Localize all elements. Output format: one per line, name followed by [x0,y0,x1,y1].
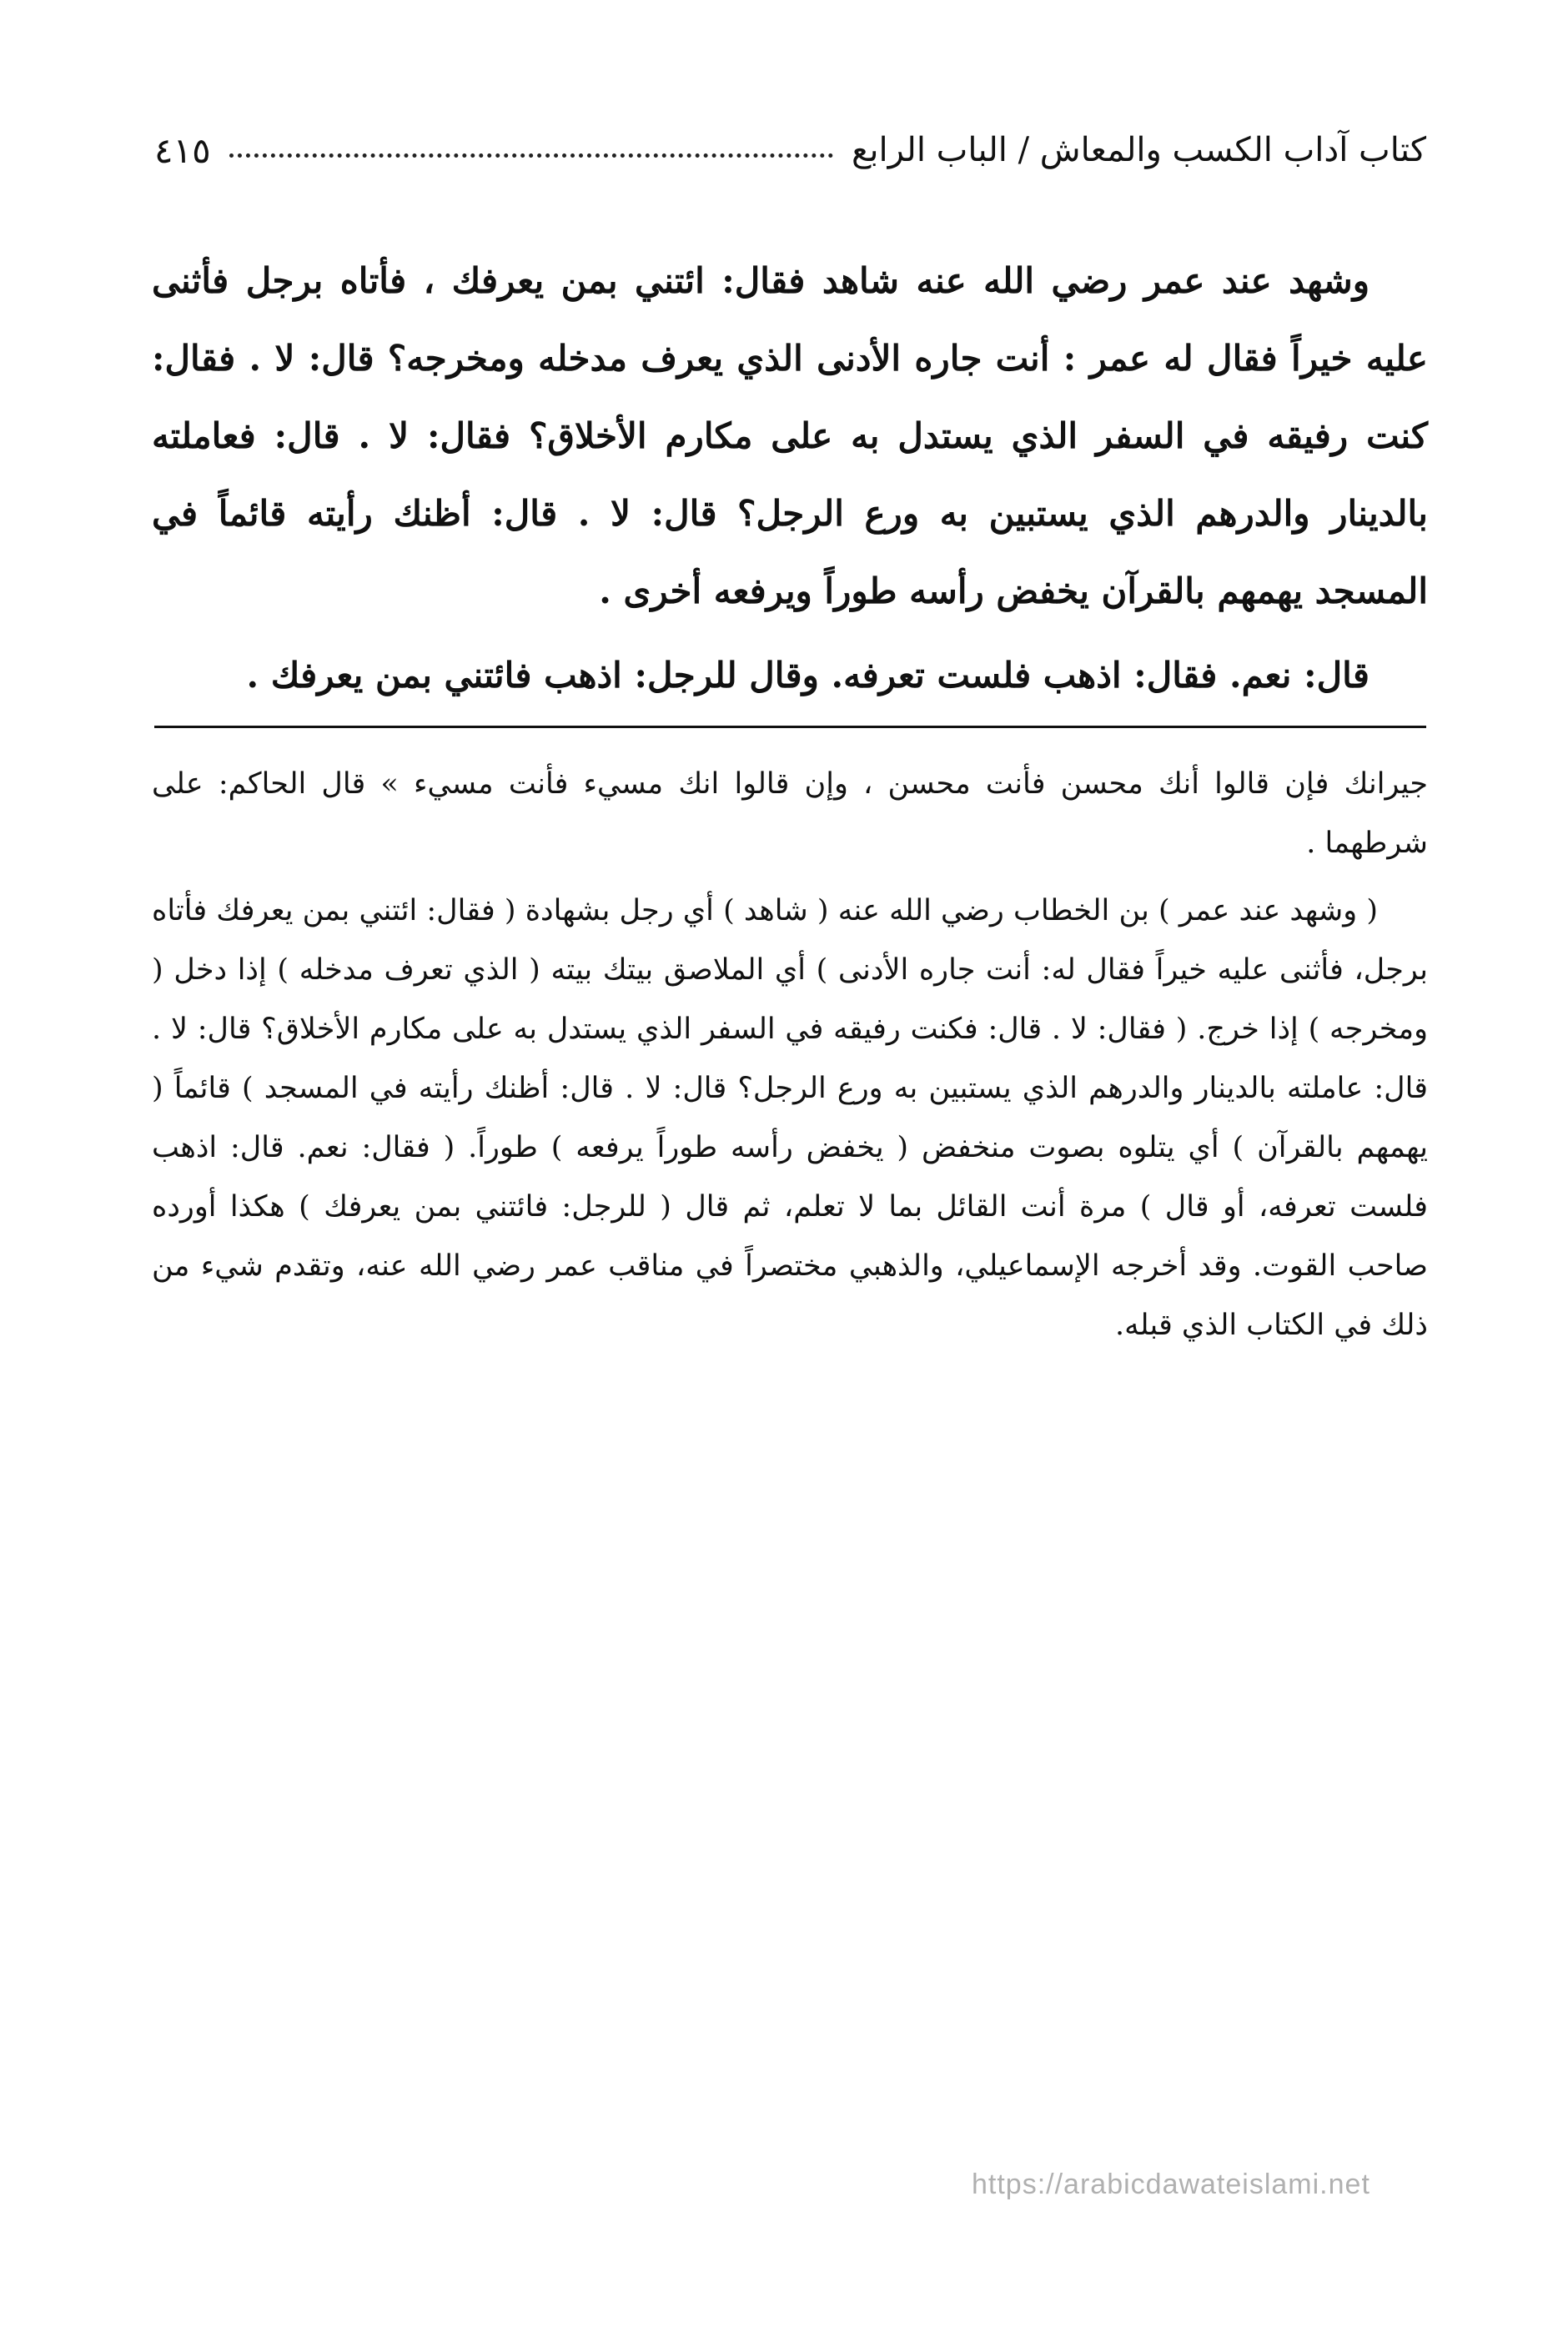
footnote-commentary: ( وشهد عند عمر ) بن الخطاب رضي الله عنه ( شاهد ) أي رجل بشهادة ( فقال: ائتني بمن يعرفك فأتاه برجل، فأثنى عليه خيراً فقال له: أنت جاره الأدنى ) أي الملاصق بيتك بيته ( الذي تعرف مدخله ) إذا دخل ( ومخرجه ) إذا خرج. ( فقال: لا . قال: فكنت رفيقه في السفر الذي يستدل به على مكارم الأخلاق؟ قال: لا . قال: عاملته بالدينار والدرهم الذي يستبين به ورع الرجل؟ قال: لا . قال: أظنك رأيته في المسجد ) قائماً ( يهمهم بالقرآن ) أي يتلوه بصوت منخفض ( يخفض رأسه طوراً يرفعه ) طوراً. ( فقال: نعم. قال: اذهب فلست تعرفه، أو قال ) مرة أنت القائل بما لا تعلم، ثم قال ( للرجل: فائتني بمن يعرفك ) هكذا أورده صاحب القوت. وقد أخرجه الإسماعيلي، والذهبي مختصراً في مناقب عمر رضي الله عنه، وتقدم شيء من ذلك في الكتاب الذي قبله. [152,894,1428,1342]
running-title: كتاب آداب الكسب والمعاش / الباب الرابع [852,131,1426,169]
page-header [154,117,1426,183]
header-leader-dots [229,153,833,158]
footnotes [152,755,1428,1355]
main-text [152,242,1428,714]
footnote-continuation: جيرانك فإن قالوا أنك محسن فأنت محسن ، وإن قالوا انك مسيء فأنت مسيء » قال الحاكم: على شرطهما . [152,767,1428,860]
page-number: ٤١٥ [154,129,211,171]
main-paragraph-2: قال: نعم. فقال: اذهب فلست تعرفه. وقال للرجل: اذهب فائتني بمن يعرفك . [246,655,1369,696]
watermark-url: https://arabicdawateislami.net [972,2169,1370,2200]
footnote-separator [154,726,1426,728]
main-paragraph-1: وشهد عند عمر رضي الله عنه شاهد فقال: ائتني بمن يعرفك ، فأتاه برجل فأثنى عليه خيراً فقال له عمر : أنت جاره الأدنى الذي يعرف مدخله ومخرجه؟ قال: لا . فقال: كنت رفيقه في السفر الذي يستدل به على مكارم الأخلاق؟ فقال: لا . قال: فعاملته بالدينار والدرهم الذي يستبين به ورع الرجل؟ قال: لا . قال: أظنك رأيته قائماً في المسجد يهمهم بالقرآن يخفض رأسه طوراً ويرفعه أخرى . [152,260,1428,611]
